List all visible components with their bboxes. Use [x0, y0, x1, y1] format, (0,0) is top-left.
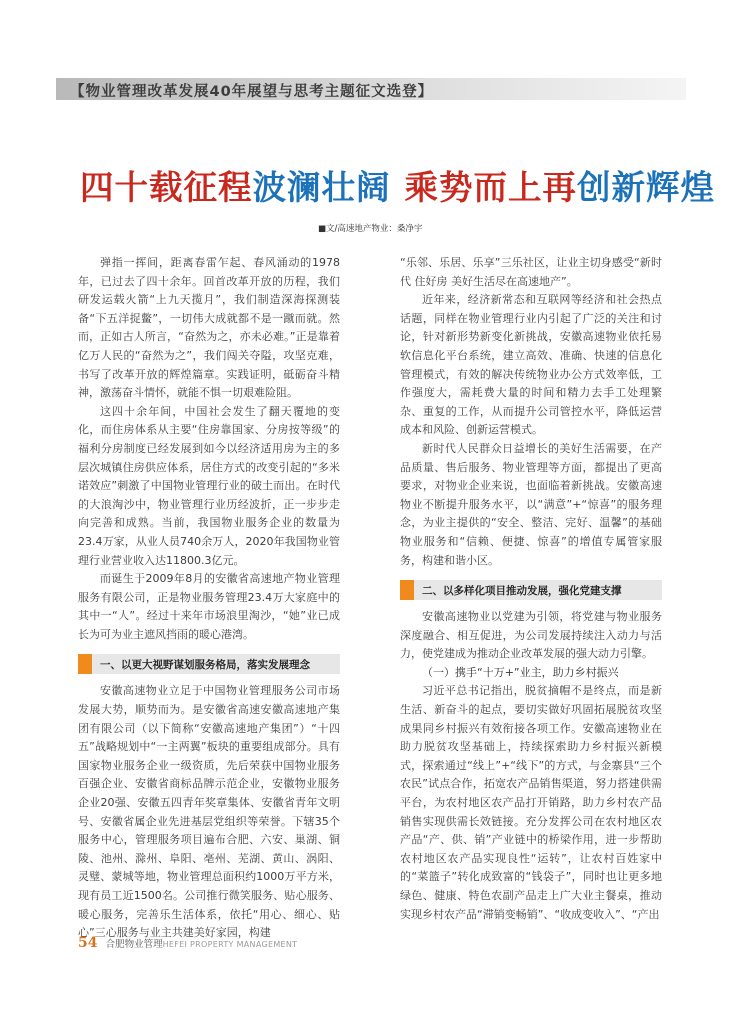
title-part-2: 波澜壮阔: [252, 168, 391, 207]
page-footer: [78, 932, 297, 951]
paragraph: 安徽高速物业以党建为引领，将党建与物业服务深度融合、相互促进，为公司发展持续注入动力与活力，使党建成为推动企业改革发展的强大动力引擎。: [400, 610, 662, 661]
paragraph: 习近平总书记指出，脱贫摘帽不是终点，而是新生活、新奋斗的起点，要切实做好巩固拓展脱贫攻坚成果同乡村振兴有效衔接各项工作。安徽高速物业在助力脱贫攻坚基础上，持续探索助力乡村振兴新模式，探索通过“线上”+“线下”的方式，与金寨县“三个农民”试点合作，拓宽农产品销售渠道，努力搭建供需平台，为农村地区农产品打开销路，助力乡村农产品销售实现供需长效链接。充分发挥公司在农村地区农产品“产、供、销”产业链中的桥梁作用，进一步帮助农村地区农产品实现良性“运转”，让农村百姓家中的“菜篮子”转化成致富的“钱袋子”，同时也让更多地绿色、健康、特色农副产品走上广大业主餐桌，推动实现乡村农产品“滞销变畅销”、“收成变收入”、“产出: [400, 684, 662, 921]
title-part-1: 四十载征程: [80, 168, 253, 207]
section-heading-2: [400, 580, 662, 600]
series-banner-text: 【物业管理改革发展40年展望与思考主题征文选登】: [70, 84, 434, 100]
section-heading-text: 一、以更大视野谋划服务格局，落实发展理念: [100, 659, 310, 672]
title-part-4: 创新辉煌: [577, 168, 715, 207]
paragraph: 近年来，经济新常态和互联网等经济和社会热点话题，同样在物业管理行业内引起了广泛的关注和讨论，针对新形势新变化新挑战，安徽高速物业依托易软信息化平台系统，建立高效、准确、快速的信息化管理模式，有效的解决传统物业办公方式效率低，工作强度大，需耗费大量的时间和精力去手工处理繁杂、重复的工作，从而提升公司管控水平，降低运营成本和风险、创新运营模式。: [400, 293, 662, 437]
paragraph: “乐邻、乐居、乐享”三乐社区，让业主切身感受“新时代 住好房 美好生活尽在高速地产”。: [400, 256, 662, 288]
left-column: [78, 254, 340, 943]
paragraph: 这四十余年间，中国社会发生了翻天覆地的变化，而住房体系从主要“住房靠国家、分房按等级”的福利分房制度已经发展到如今以经济适用房为主的多层次城镇住房供应体系，居住方式的改变引起的“多米诺效应”刺激了中国物业管理行业的破土而出。在时代的大浪淘沙中，物业管理行业历经波折，正一步步走向完善和成熟。当前，我国物业服务企业的数量为23.4万家，从业人员740余万人，2020年我国物业管理行业营业收入达11800.3亿元。: [78, 404, 340, 567]
magazine-name: 合肥物业管理: [105, 939, 163, 950]
paragraph: 弹指一挥间，距离春雷乍起、春风涌动的1978年，已过去了四十余年。回首改革开放的历程，我们研发运载火箭“上九天揽月”，我们制造深海探测装备“下五洋捉鳖”，一切伟大成就都不是一蹴而就。然而，正如古人所言，“奋然为之，亦未必难。”正是靠着亿万人民的“奋然为之”，我们闯关夺隘，攻坚克难，书写了改革开放的辉煌篇章。实践证明，砥砺奋斗精神，激荡奋斗情怀，就能不惧一切艰难险阻。: [78, 256, 340, 400]
section-marker: [78, 654, 92, 674]
magazine-name-en: HEFEI PROPERTY MANAGEMENT: [162, 940, 298, 949]
paragraph: 而诞生于2009年8月的安徽省高速地产物业管理服务有限公司，正是物业服务管理23.4万大家庭中的其中一“人”。经过十来年市场浪里淘沙，“她”业已成长为可为业主遮风挡雨的暖心港湾。: [78, 572, 340, 641]
right-column: [400, 254, 662, 924]
section-heading-text: 二、以多样化项目推动发展，强化党建支撑: [422, 585, 622, 598]
subsection-heading: （一）携手“十万+”业主，助力乡村振兴: [422, 665, 619, 679]
section-marker: [400, 580, 414, 600]
paragraph: 安徽高速物业立足于中国物业管理服务公司市场发展大势，顺势而为。是安徽省高速安徽高速地产集团有限公司（以下简称“安徽高速地产集团”）“十四五”战略规划中“一主两翼”板块的重要组成部分。具有国家物业服务企业一级资质，先后荣获中国物业服务百强企业、安徽省商标品牌示范企业，安徽物业服务企业20强、安徽五四青年奖章集体、安徽省青年文明号、安徽省属企业先进基层党组织等荣誉。下辖35个服务中心，管理服务项目遍布合肥、六安、巢湖、铜陵、池州、滁州、阜阳、亳州、芜湖、黄山、涡阳、灵璧、蒙城等地，物业管理总面积约1000万平方米，现有员工近1500名。公司推行微笑服务、贴心服务、暖心服务，完善乐生活体系，依托“用心、细心、贴心”三心服务与业主共建美好家园，构建: [78, 684, 340, 940]
byline: ■文/高速地产物业：桑净宇: [318, 224, 423, 234]
article-title: [80, 160, 715, 209]
title-part-3: 乘势而上再: [404, 168, 577, 207]
section-heading-1: [78, 654, 340, 674]
series-banner: [56, 78, 686, 100]
page-number: 54: [78, 935, 98, 951]
paragraph: 新时代人民群众日益增长的美好生活需要，在产品质量、售后服务、物业管理等方面，都提出了更高要求，对物业企业来说，也面临着新挑战。安徽高速物业不断提升服务水平，以“满意”+“惊喜”的服务理念，为业主提供的“安全、整洁、完好、温馨”的基础物业服务和“信赖、便捷、惊喜”的增值专属管家服务，构建和谐小区。: [400, 441, 662, 567]
